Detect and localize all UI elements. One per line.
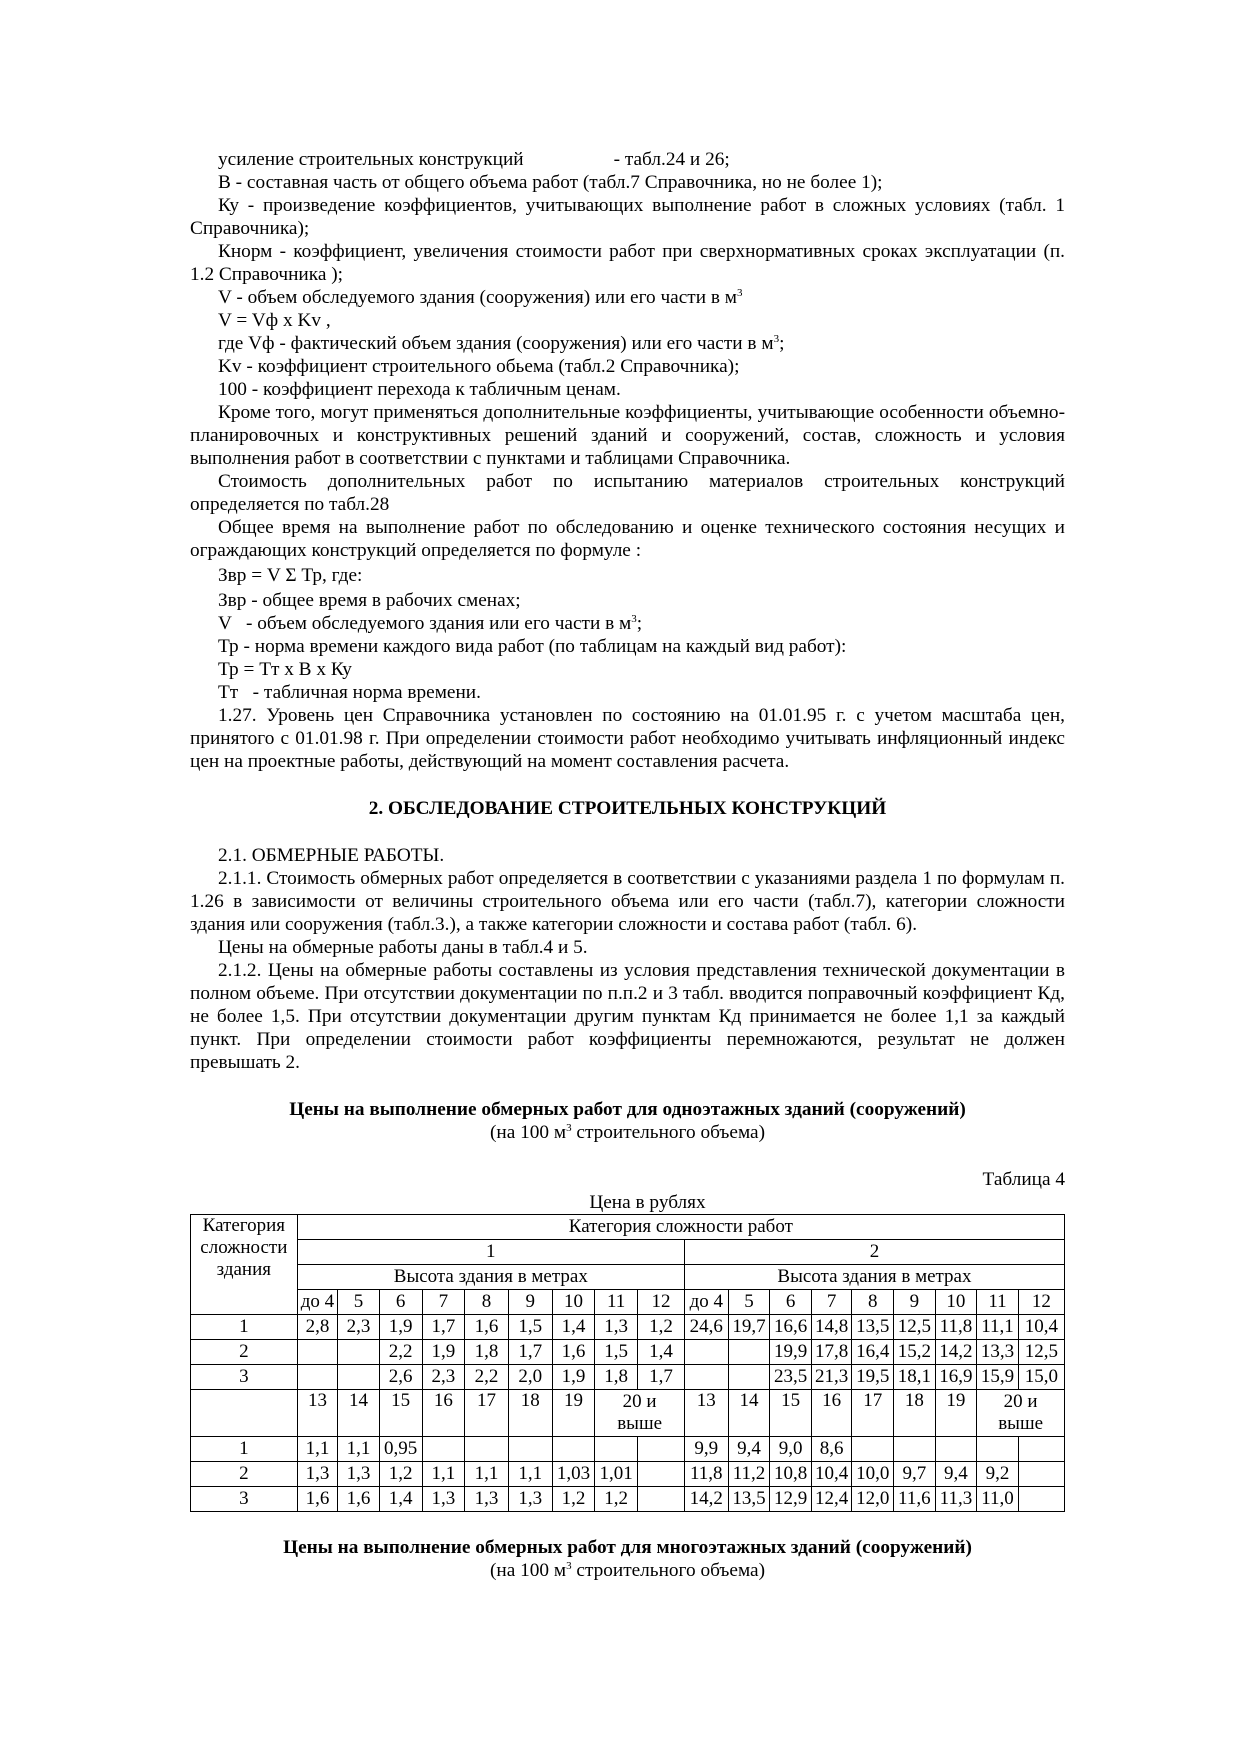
table-height-cell: 16 [811, 1390, 852, 1437]
document-page [190, 148, 1065, 1582]
table-cell: 1,1 [422, 1462, 465, 1487]
table-height-cell: 7 [811, 1290, 852, 1315]
table-header-cat1: 1 [297, 1240, 684, 1265]
table-cell [297, 1365, 338, 1390]
table-title: Цены на выполнение обмерных работ для многоэтажных зданий (сооружений) [283, 1537, 972, 1558]
table-cell: 1,9 [552, 1365, 595, 1390]
table-height-cell: 9 [508, 1290, 552, 1315]
superscript: 3 [631, 613, 637, 625]
table-cell: 2,0 [508, 1365, 552, 1390]
table-cell [935, 1437, 977, 1462]
table-cell: 11,1 [977, 1315, 1019, 1340]
paragraph: 2.1.1. Стоимость обмерных работ определяется в соответствии с указаниями раздела 1 по формулам п. 1.26 в зависимости от величины строительного объема или его части (табл.7), категории сложности здания или сооружения (табл.3.), а также категории сложности и состава работ (табл. 6). [190, 868, 1065, 935]
table-cell: 1,3 [297, 1462, 338, 1487]
table-height-cell: до 4 [297, 1290, 338, 1315]
price-table [190, 1214, 1065, 1512]
text: где Vф - фактический объем здания (сооружения) или его части в м [218, 333, 774, 354]
paragraph [190, 286, 1065, 309]
table-height-cell: 6 [379, 1290, 422, 1315]
table-height-cell: 5 [728, 1290, 770, 1315]
superscript: 3 [566, 1560, 572, 1572]
table-cell [1018, 1437, 1064, 1462]
table-cell: 1,3 [422, 1487, 465, 1512]
table-height-cell: 15 [379, 1390, 422, 1437]
table-cell: 21,3 [811, 1365, 852, 1390]
table-header-height: Высота здания в метрах [297, 1265, 684, 1290]
table-cell: 11,8 [935, 1315, 977, 1340]
table-header-row [191, 1265, 1065, 1290]
paragraph: Тр - норма времени каждого вида работ (по таблицам на каждый вид работ): [218, 636, 847, 657]
table-cell [894, 1437, 936, 1462]
table-cell [684, 1340, 728, 1365]
table-subtitle [190, 1559, 1065, 1582]
table-height-cell: 17 [465, 1390, 509, 1437]
table-cell: 1,9 [379, 1315, 422, 1340]
table-cell: 1,1 [508, 1462, 552, 1487]
table-header-height: Высота здания в метрах [684, 1265, 1064, 1290]
paragraph: V = Vф x Kv , [218, 310, 331, 331]
table-height-cell: 16 [422, 1390, 465, 1437]
table-row-category: 2 [191, 1462, 298, 1487]
table-cell [422, 1437, 465, 1462]
table-cell: 10,4 [811, 1462, 852, 1487]
table-title: Цены на выполнение обмерных работ для одноэтажных зданий (сооружений) [289, 1099, 966, 1120]
table-row [191, 1340, 1065, 1365]
table-cell: 1,8 [595, 1365, 638, 1390]
section-heading: 2. ОБСЛЕДОВАНИЕ СТРОИТЕЛЬНЫХ КОНСТРУКЦИЙ [368, 798, 887, 819]
table-cell: 1,4 [552, 1315, 595, 1340]
table-cell [684, 1365, 728, 1390]
table-cell: 1,2 [637, 1315, 684, 1340]
table-height-cell: 11 [977, 1290, 1019, 1315]
table-cell: 1,1 [297, 1437, 338, 1462]
table-header-row [191, 1240, 1065, 1265]
text: V - объем обследуемого здания (сооружения) или его части в м [218, 287, 737, 308]
table-cell: 1,6 [552, 1340, 595, 1365]
table-header-cat2: 2 [684, 1240, 1064, 1265]
table-cell: 12,0 [852, 1487, 894, 1512]
table-cell: 13,5 [728, 1487, 770, 1512]
table-header-work-category: Категория сложности работ [297, 1215, 1064, 1240]
table-cell: 9,2 [977, 1462, 1019, 1487]
table-cell: 14,2 [935, 1340, 977, 1365]
table-cell: 1,6 [297, 1487, 338, 1512]
text: ; [636, 613, 643, 634]
table-cell: 1,6 [338, 1487, 380, 1512]
table-cell: 11,6 [894, 1487, 936, 1512]
table-cell [465, 1437, 509, 1462]
table-cell: 10,0 [852, 1462, 894, 1487]
table-cell: 1,2 [379, 1462, 422, 1487]
table-header-row [191, 1290, 1065, 1315]
table-cell [1018, 1462, 1064, 1487]
table-row-category: 1 [191, 1437, 298, 1462]
table-cell: 10,4 [1018, 1315, 1064, 1340]
table-height-cell: 19 [935, 1390, 977, 1437]
table-height-cell: 13 [684, 1390, 728, 1437]
table-subtitle [190, 1121, 1065, 1144]
table-cell: 13,5 [852, 1315, 894, 1340]
table-cell: 11,3 [935, 1487, 977, 1512]
table-height-cell: 6 [770, 1290, 812, 1315]
table-cell [338, 1340, 380, 1365]
table-height-cell: 13 [297, 1390, 338, 1437]
table-cell: 11,0 [977, 1487, 1019, 1512]
table-cell [852, 1437, 894, 1462]
table-cell: 19,7 [728, 1315, 770, 1340]
paragraph: Кроме того, могут применяться дополнительные коэффициенты, учитывающие особенности объемно-планировочных и конструктивных решений зданий и сооружений, состав, сложность и условия выполнения работ в соответствии с пунктами и таблицами Справочника. [190, 402, 1065, 469]
table-cell: 1,1 [338, 1437, 380, 1462]
table-cell: 16,4 [852, 1340, 894, 1365]
table-header-row [191, 1215, 1065, 1240]
table-cell: 12,4 [811, 1487, 852, 1512]
table-cell: 1,7 [508, 1340, 552, 1365]
paragraph: Общее время на выполнение работ по обследованию и оценке технического состояния несущих и ограждающих конструкций определяется по формуле : [190, 517, 1065, 561]
table-cell: 24,6 [684, 1315, 728, 1340]
table-cell: 15,2 [894, 1340, 936, 1365]
paragraph: 100 - коэффициент перехода к табличным ценам. [218, 379, 621, 400]
table-row [191, 1365, 1065, 1390]
table-height-cell: 19 [552, 1390, 595, 1437]
table-cell: 1,4 [379, 1487, 422, 1512]
table-cell: 1,1 [465, 1462, 509, 1487]
table-cell: 11,2 [728, 1462, 770, 1487]
table-height-cell: 15 [770, 1390, 812, 1437]
text: ; [779, 333, 785, 354]
paragraph: Ку - произведение коэффициентов, учитывающих выполнение работ в сложных условиях (табл. 1 Справочника); [190, 195, 1065, 239]
superscript: 3 [773, 333, 780, 345]
paragraph: 2.1.2. Цены на обмерные работы составлены из условия представления технической документации в полном объеме. При отсутствии документации по п.п.2 и 3 табл. вводится поправочный коэффициент Кд, не более 1,5. При отсутствии документации другим пунктам Кд принимается не более 1,1 за каждый пункт. При определении стоимости работ коэффициенты перемножаются, результат не должен превышать 2. [190, 960, 1065, 1073]
table-height-cell: 12 [637, 1290, 684, 1315]
table-header-row [191, 1390, 1065, 1437]
table-cell: 2,2 [379, 1340, 422, 1365]
table-cell: 1,3 [338, 1462, 380, 1487]
table-cell: 2,3 [422, 1365, 465, 1390]
table-cell: 1,2 [595, 1487, 638, 1512]
table-row-category: 2 [191, 1340, 298, 1365]
formula: Звр = V Σ Тр, где: [218, 565, 363, 586]
text: (на 100 м [490, 1122, 567, 1143]
table-cell: 1,6 [465, 1315, 509, 1340]
table-cell [191, 1390, 298, 1437]
paragraph [190, 148, 1065, 171]
table-cell: 13,3 [977, 1340, 1019, 1365]
table-height-cell: 8 [852, 1290, 894, 1315]
text: V - объем обследуемого здания или его части в м [218, 613, 632, 634]
table-cell: 1,3 [508, 1487, 552, 1512]
table-label: Таблица 4 [982, 1169, 1065, 1190]
table-cell [338, 1365, 380, 1390]
paragraph [190, 612, 1065, 635]
table-cell [552, 1437, 595, 1462]
paragraph: Звр - общее время в рабочих сменах; [218, 590, 521, 611]
table-height-cell: 11 [595, 1290, 638, 1315]
table-cell [728, 1365, 770, 1390]
table-cell [637, 1462, 684, 1487]
table-cell: 1,2 [552, 1487, 595, 1512]
table-cell: 9,7 [894, 1462, 936, 1487]
table-cell: 10,8 [770, 1462, 812, 1487]
paragraph: Kv - коэффициент строительного обьема (табл.2 Справочника); [218, 356, 740, 377]
paragraph: Цены на обмерные работы даны в табл.4 и 5. [218, 937, 588, 958]
table-height-cell: 14 [338, 1390, 380, 1437]
table-cell: 17,8 [811, 1340, 852, 1365]
table-cell [637, 1487, 684, 1512]
table-cell [977, 1437, 1019, 1462]
paragraph: В - составная часть от общего объема работ (табл.7 Справочника, но не более 1); [218, 172, 883, 193]
table-height-cell: до 4 [684, 1290, 728, 1315]
table-height-cell: 9 [894, 1290, 936, 1315]
table-cell: 1,3 [595, 1315, 638, 1340]
table-row [191, 1437, 1065, 1462]
table-cell: 1,03 [552, 1462, 595, 1487]
table-height-cell: 5 [338, 1290, 380, 1315]
superscript: 3 [566, 1122, 572, 1134]
table-height-cell: 8 [465, 1290, 509, 1315]
text: строительного объема) [571, 1122, 765, 1143]
table-cell: 16,9 [935, 1365, 977, 1390]
table-cell: 14,2 [684, 1487, 728, 1512]
table-cell: 14,8 [811, 1315, 852, 1340]
table-row [191, 1462, 1065, 1487]
superscript: 3 [736, 287, 743, 299]
text: строительного объема) [571, 1560, 765, 1581]
paragraph: Тт - табличная норма времени. [218, 682, 481, 703]
table-cell [637, 1437, 684, 1462]
table-cell: 19,5 [852, 1365, 894, 1390]
table-cell: 2,2 [465, 1365, 509, 1390]
table-cell: 12,5 [894, 1315, 936, 1340]
table-height-cell: 20 и выше [977, 1390, 1065, 1437]
table-cell: 15,9 [977, 1365, 1019, 1390]
table-cell [595, 1437, 638, 1462]
text: - табл.24 и 26; [613, 149, 730, 170]
table-row-category: 3 [191, 1365, 298, 1390]
table-header-category: Категория сложности здания [191, 1215, 298, 1315]
table-cell: 23,5 [770, 1365, 812, 1390]
table-cell [728, 1340, 770, 1365]
table-cell: 0,95 [379, 1437, 422, 1462]
table-height-cell: 10 [935, 1290, 977, 1315]
table-height-cell: 17 [852, 1390, 894, 1437]
table-height-cell: 14 [728, 1390, 770, 1437]
table-cell: 1,9 [422, 1340, 465, 1365]
table-cell: 12,5 [1018, 1340, 1064, 1365]
table-height-cell: 18 [894, 1390, 936, 1437]
table-cell: 1,4 [637, 1340, 684, 1365]
table-row-category: 3 [191, 1487, 298, 1512]
table-height-cell: 7 [422, 1290, 465, 1315]
table-cell: 1,5 [595, 1340, 638, 1365]
table-cell: 1,7 [637, 1365, 684, 1390]
paragraph: Стоимость дополнительных работ по испытанию материалов строительных конструкций определяется по табл.28 [190, 471, 1065, 515]
table-cell: 1,8 [465, 1340, 509, 1365]
paragraph: 1.27. Уровень цен Справочника установлен по состоянию на 01.01.95 г. с учетом масштаба цен, принятого с 01.01.98 г. При определении стоимости работ необходимо учитывать инфляционный индекс цен на проектные работы, действующий на момент составления расчета. [190, 705, 1065, 772]
table-cell [1018, 1487, 1064, 1512]
table-cell: 19,9 [770, 1340, 812, 1365]
table-row [191, 1315, 1065, 1340]
table-cell: 9,4 [935, 1462, 977, 1487]
table-cell: 16,6 [770, 1315, 812, 1340]
table-cell: 1,01 [595, 1462, 638, 1487]
text: (на 100 м [490, 1560, 567, 1581]
table-height-cell: 20 и выше [595, 1390, 685, 1437]
formula: Тр = Тт х В х Ку [218, 659, 352, 680]
table-row [191, 1487, 1065, 1512]
table-cell [297, 1340, 338, 1365]
table-cell [508, 1437, 552, 1462]
table-height-cell: 18 [508, 1390, 552, 1437]
table-height-cell: 10 [552, 1290, 595, 1315]
paragraph [190, 332, 1065, 355]
table-cell: 8,6 [811, 1437, 852, 1462]
table-cell: 11,8 [684, 1462, 728, 1487]
table-currency: Цена в рублях [589, 1192, 706, 1213]
table-cell: 1,7 [422, 1315, 465, 1340]
table-cell: 9,4 [728, 1437, 770, 1462]
subsection-heading: 2.1. ОБМЕРНЫЕ РАБОТЫ. [218, 845, 445, 866]
table-cell: 2,8 [297, 1315, 338, 1340]
table-cell: 1,3 [465, 1487, 509, 1512]
table-cell: 9,9 [684, 1437, 728, 1462]
table-cell: 12,9 [770, 1487, 812, 1512]
table-cell: 15,0 [1018, 1365, 1064, 1390]
table-cell: 1,5 [508, 1315, 552, 1340]
text: усиление строительных конструкций [218, 149, 524, 170]
table-cell: 2,6 [379, 1365, 422, 1390]
table-cell: 18,1 [894, 1365, 936, 1390]
table-cell: 9,0 [770, 1437, 812, 1462]
table-cell: 2,3 [338, 1315, 380, 1340]
paragraph: Кнорм - коэффициент, увеличения стоимости работ при сверхнормативных сроках эксплуатации (п. 1.2 Справочника ); [190, 241, 1065, 285]
table-row-category: 1 [191, 1315, 298, 1340]
table-height-cell: 12 [1018, 1290, 1064, 1315]
